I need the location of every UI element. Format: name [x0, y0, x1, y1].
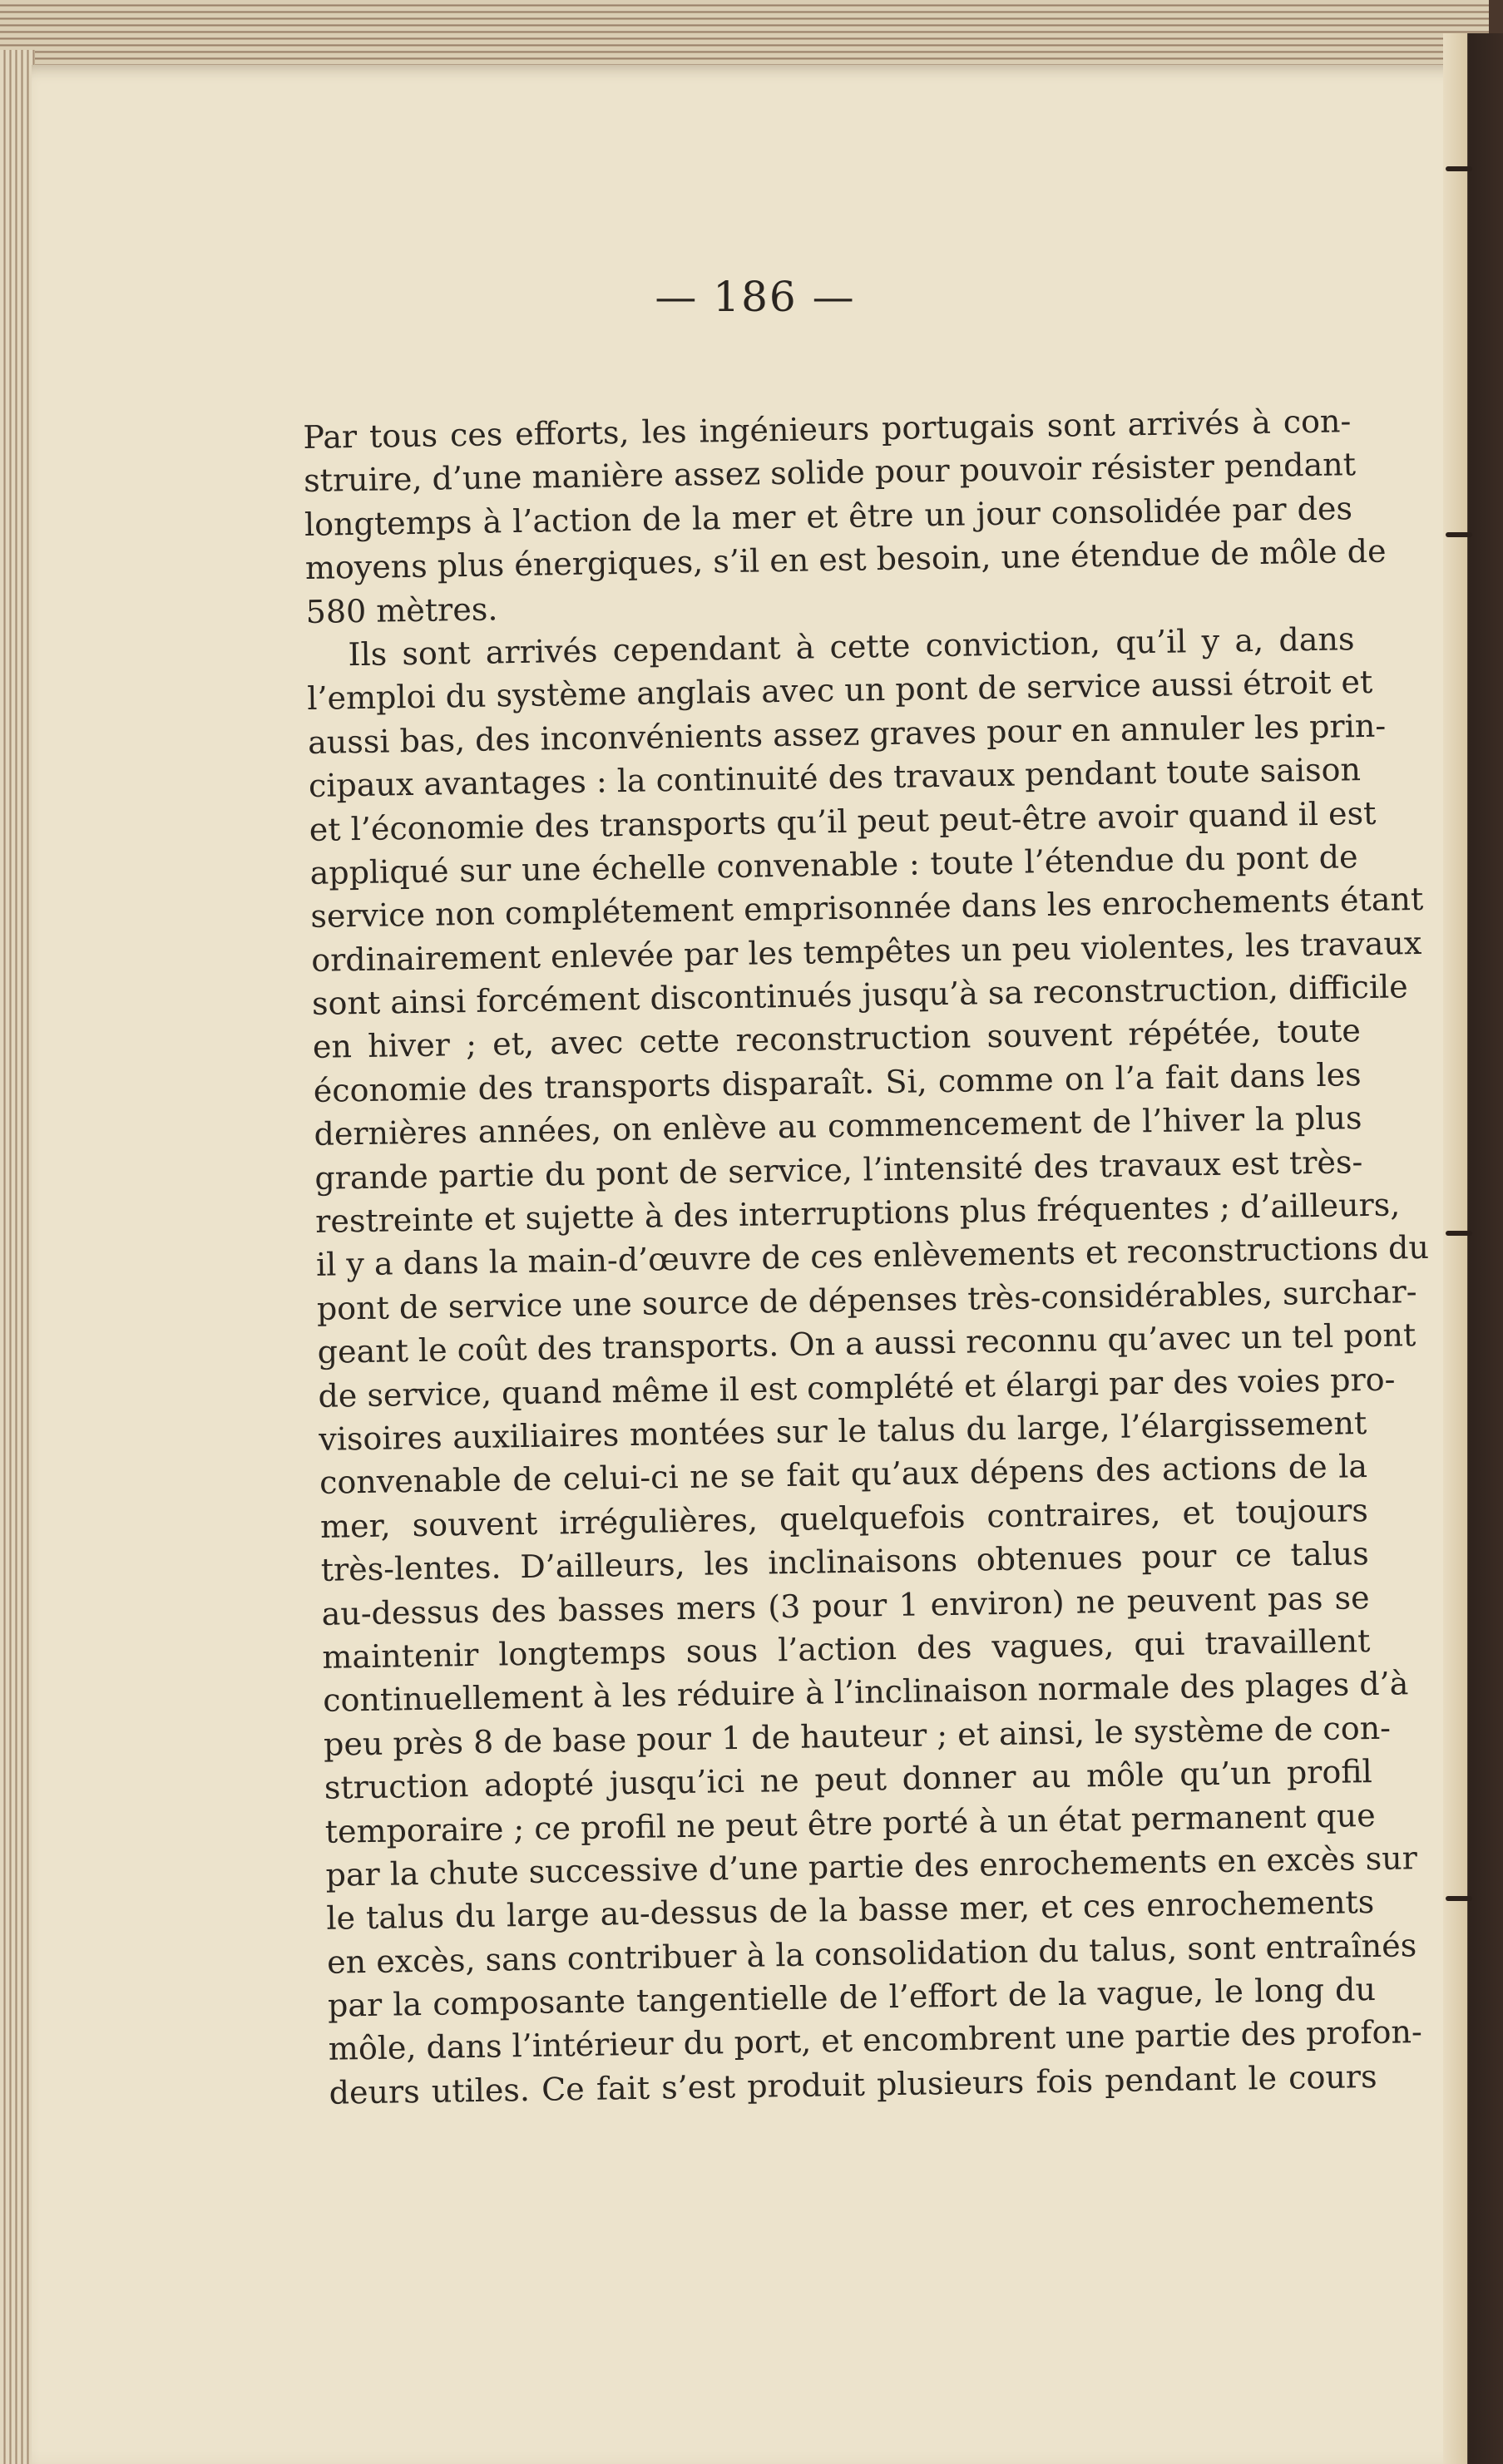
- text-line: temporaire ; ce profil ne peut être porté à un état permanent que: [324, 1796, 1376, 1850]
- binding-thread: [1446, 166, 1472, 171]
- text-line: il y a dans la main-d’œuvre de ces enlèvements et reconstructions du: [315, 1229, 1430, 1284]
- text-line: et l’économie des transports qu’il peut peut-être avoir quand il est: [309, 794, 1377, 848]
- text-line: aussi bas, des inconvénients assez graves pour en annuler les prin-: [307, 707, 1387, 761]
- text-line: par la composante tangentielle de l’effort de la vague, le long du: [327, 1971, 1377, 2024]
- text-line: en hiver ; et, avec cette reconstruction souvent répétée, toute: [312, 1012, 1362, 1066]
- page-number: — 186 —: [655, 273, 856, 321]
- text-line: grande partie du pont de service, l’intensité des travaux est très-: [314, 1143, 1363, 1197]
- text-line: service non complétement emprisonnée dans les enrochements étant: [310, 881, 1424, 936]
- text-line: Par tous ces efforts, les ingénieurs portugais sont arrivés à con-: [303, 402, 1352, 456]
- text-line: geant le coût des transports. On a aussi reconnu qu’avec un tel pont: [317, 1316, 1416, 1371]
- text-line: convenable de celui-ci ne se fait qu’aux dépens des actions de la: [319, 1448, 1368, 1502]
- book-binding: [1443, 33, 1503, 2464]
- text-line: appliqué sur une échelle convenable : toute l’étendue du pont de: [309, 838, 1358, 891]
- page-edges-left: [0, 50, 35, 2464]
- text-line: mer, souvent irrégulières, quelquefois contraires, et toujours: [319, 1491, 1369, 1545]
- text-line: ordinairement enlevée par les tempêtes un peu violentes, les travaux: [310, 924, 1422, 979]
- text-line: économie des transports disparaît. Si, comme on l’a fait dans les: [313, 1055, 1362, 1109]
- text-line: de service, quand même il est complété et élargi par des voies pro-: [318, 1360, 1396, 1415]
- body-text: [303, 399, 1430, 2115]
- text-line: l’emploi du système anglais avec un pont de service aussi étroit et: [307, 664, 1373, 718]
- text-line: sont ainsi forcément discontinués jusqu’à sa reconstruction, difficile: [311, 968, 1409, 1022]
- text-line: moyens plus énergiques, s’il en est besoin, une étendue de môle de: [304, 532, 1387, 587]
- text-line: deurs utiles. Ce fait s’est produit plusieurs fois pendant le cours: [329, 2057, 1377, 2111]
- binding-thread: [1446, 532, 1472, 537]
- text-line: longtemps à l’action de la mer et être un jour consolidée par des: [304, 489, 1353, 543]
- text-line: visoires auxiliaires montées sur le talus du large, l’élargissement: [318, 1405, 1367, 1458]
- text-line: dernières années, on enlève au commencement de l’hiver la plus: [314, 1099, 1362, 1153]
- binding-thread: [1446, 1896, 1472, 1901]
- text-line: en excès, sans contribuer à la consolidation du talus, sont entraînés: [326, 1926, 1417, 1981]
- text-line: par la chute successive d’une partie des enrochements en excès sur: [325, 1839, 1418, 1894]
- text-line: continuellement à les réduire à l’inclinaison normale des plages d’à: [322, 1665, 1409, 1720]
- page-edges-top: [0, 0, 1489, 75]
- text-line: struire, d’une manière assez solide pour pouvoir résister pendant: [303, 446, 1357, 500]
- text-line: très-lentes. D’ailleurs, les inclinaisons obtenues pour ce talus: [320, 1535, 1369, 1588]
- book-page: [32, 65, 1479, 2464]
- text-line: cipaux avantages : la continuité des travaux pendant toute saison: [308, 751, 1362, 805]
- text-line: restreinte et sujette à des interruptions plus fréquentes ; d’ailleurs,: [314, 1186, 1401, 1240]
- text-line: peu près 8 de base pour 1 de hauteur ; et ainsi, le système de con-: [323, 1709, 1392, 1763]
- text-line: le talus du large au-dessus de la basse mer, et ces enrochements: [326, 1884, 1375, 1938]
- text-line: maintenir longtemps sous l’action des vagues, qui travaillent: [322, 1622, 1371, 1676]
- text-line: au-dessus des basses mers (3 pour 1 environ) ne peuvent pas se: [321, 1578, 1370, 1632]
- text-line: 580 mètres.: [305, 590, 498, 630]
- text-line: môle, dans l’intérieur du port, et encombrent une partie des profon-: [328, 2013, 1423, 2068]
- text-line: pont de service une source de dépenses très-considérables, surchar-: [316, 1272, 1417, 1327]
- binding-thread: [1446, 1231, 1472, 1236]
- text-line: struction adopté jusqu’ici ne peut donner au môle qu’un profil: [324, 1753, 1373, 1806]
- text-line: Ils sont arrivés cependant à cette conviction, qu’il y a, dans: [348, 620, 1355, 674]
